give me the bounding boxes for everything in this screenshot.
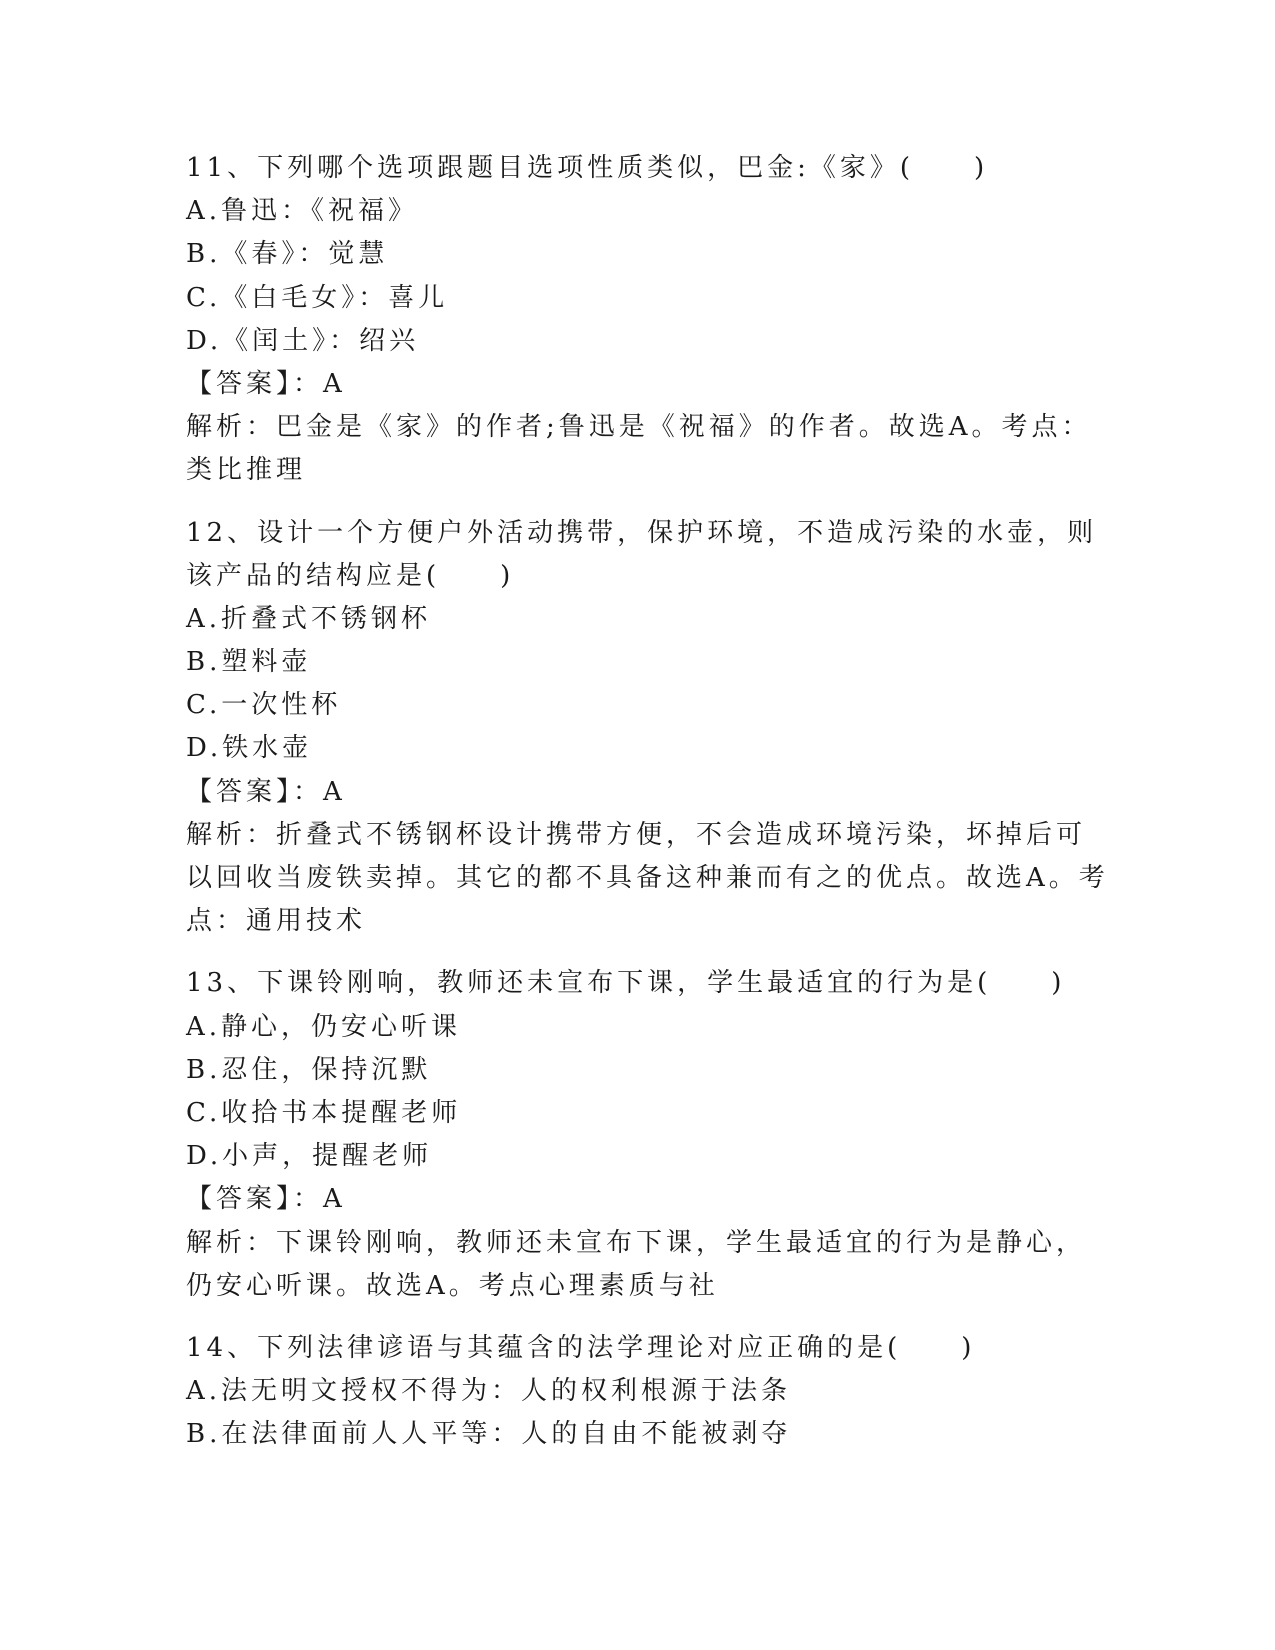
option-d: D.铁水壶 — [186, 733, 313, 764]
question-list — [186, 147, 1109, 1456]
question-stem: 14、下列法律谚语与其蕴含的法学理论对应正确的是( ) — [186, 1332, 976, 1363]
option-a: A.法无明文授权不得为：人的权利根源于法条 — [186, 1376, 792, 1407]
option-a: A.静心，仍安心听课 — [186, 1011, 462, 1042]
question-13 — [186, 962, 1086, 1308]
option-c: C.收拾书本提醒老师 — [186, 1097, 462, 1128]
analysis-line: 类比推理 — [186, 455, 307, 486]
question-11 — [186, 147, 1092, 493]
question-12 — [186, 512, 1109, 944]
answer-line: 【答案】：A — [186, 776, 346, 807]
analysis-line: 解析：下课铃刚响，教师还未宣布下课，学生最适宜的行为是静心， — [186, 1227, 1087, 1258]
analysis-line: 仍安心听课。故选A。考点心理素质与社 — [186, 1270, 719, 1301]
analysis-line: 解析：巴金是《家》的作者;鲁迅是《祝福》的作者。故选A。考点： — [186, 412, 1092, 443]
option-a: A.鲁迅：《祝福》 — [186, 196, 419, 227]
option-b: B.在法律面前人人平等：人的自由不能被剥夺 — [186, 1419, 792, 1450]
option-b: B.《春》：觉慧 — [186, 239, 389, 270]
option-a: A.折叠式不锈钢杯 — [186, 603, 432, 634]
option-b: B.塑料壶 — [186, 647, 312, 678]
question-stem: 12、设计一个方便户外活动携带，保护环境，不造成污染的水壶，则 — [186, 517, 1098, 548]
analysis-line: 解析：折叠式不锈钢杯设计携带方便，不会造成环境污染，坏掉后可 — [186, 819, 1087, 850]
question-stem: 13、下课铃刚响，教师还未宣布下课，学生最适宜的行为是( ) — [186, 968, 1066, 999]
option-d: D.小声，提醒老师 — [186, 1141, 433, 1172]
question-14 — [186, 1327, 1086, 1457]
option-b: B.忍住，保持沉默 — [186, 1054, 432, 1085]
analysis-line: 点：通用技术 — [186, 906, 367, 937]
answer-line: 【答案】：A — [186, 368, 346, 399]
option-c: C.一次性杯 — [186, 690, 342, 721]
analysis-line: 以回收当废铁卖掉。其它的都不具备这种兼而有之的优点。故选A。考 — [186, 863, 1109, 893]
question-stem: 11、下列哪个选项跟题目选项性质类似，巴金:《家》( ) — [186, 153, 989, 183]
option-d: D.《闰土》：绍兴 — [186, 325, 420, 356]
answer-line: 【答案】：A — [186, 1184, 346, 1215]
option-c: C.《白毛女》：喜儿 — [186, 282, 449, 313]
question-stem: 该产品的结构应是( ) — [186, 560, 515, 591]
